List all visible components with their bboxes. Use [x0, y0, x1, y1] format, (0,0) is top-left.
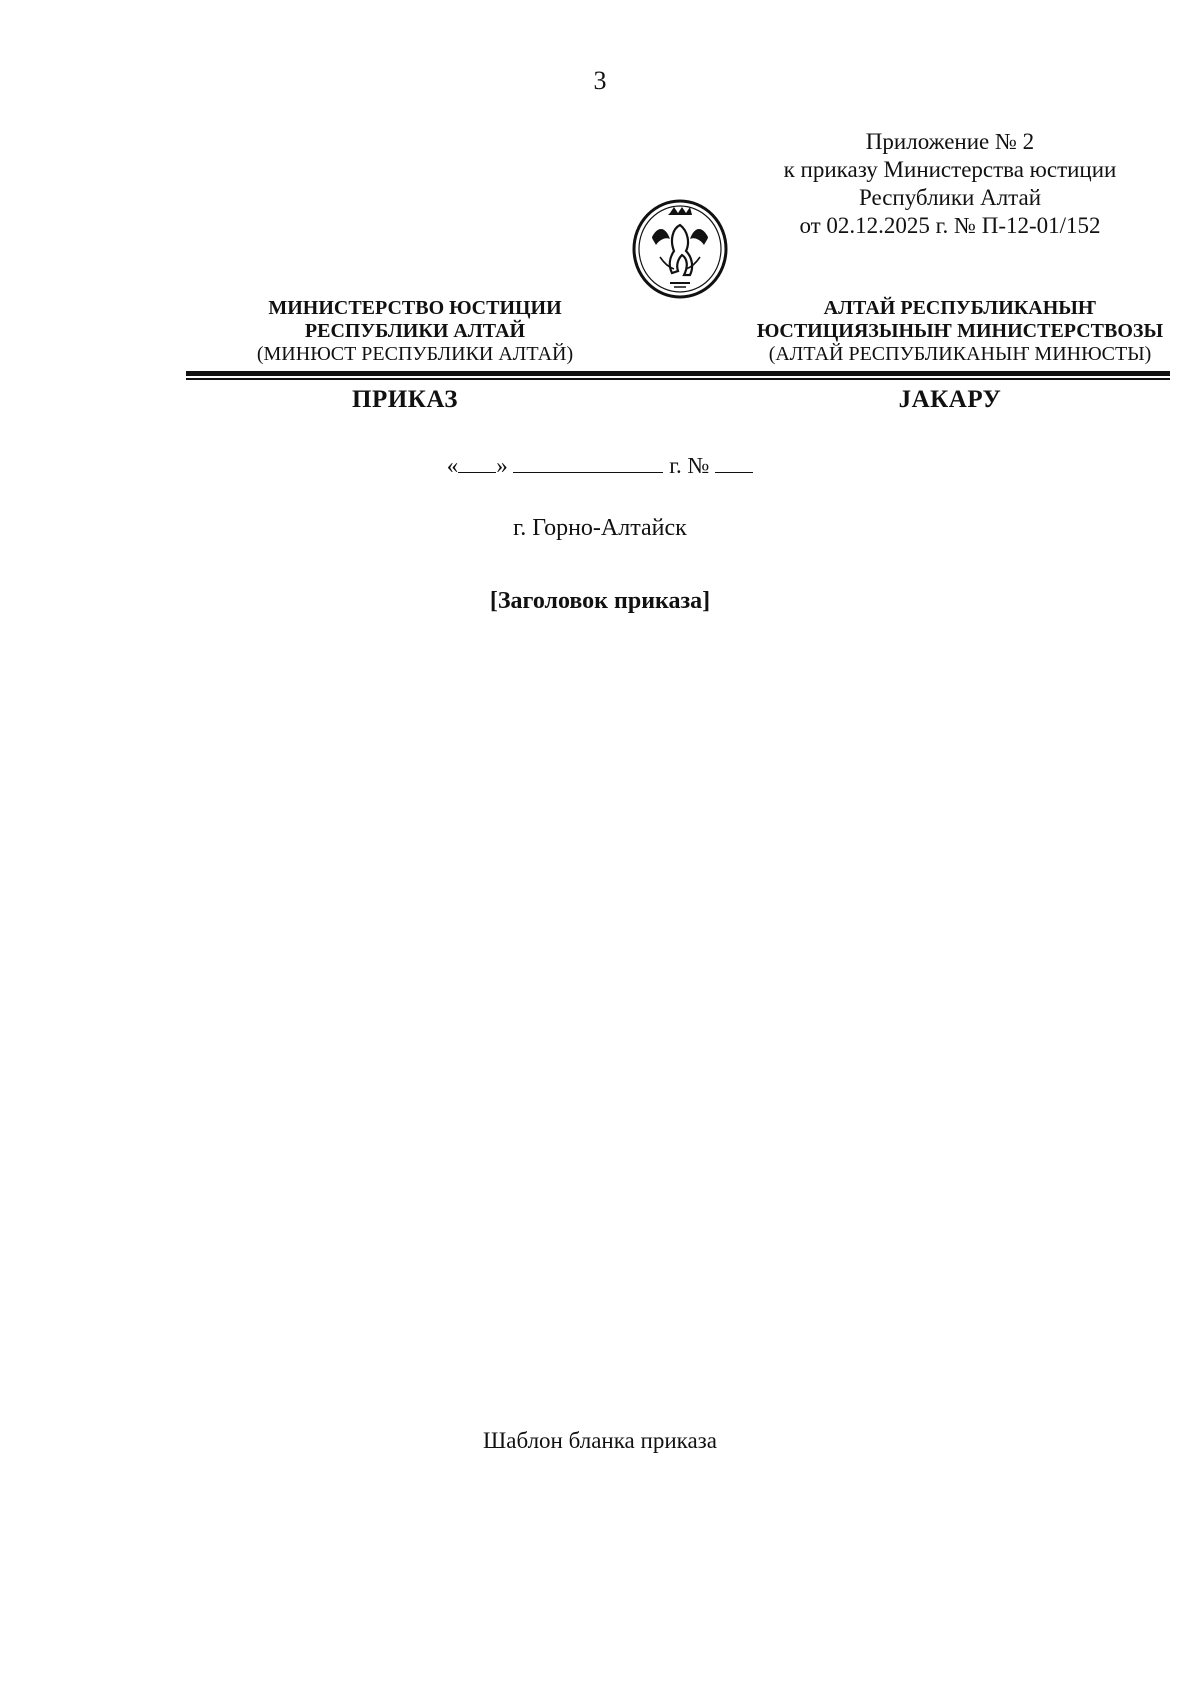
header-divider-thin [186, 378, 1170, 380]
city-line: г. Горно-Алтайск [513, 515, 687, 541]
coat-of-arms-emblem-icon [630, 197, 730, 301]
org-name-ru-line-2: РЕСПУБЛИКИ АЛТАЙ [304, 320, 526, 342]
appendix-line-2: к приказу Министерства юстиции [783, 157, 1117, 182]
appendix-line-1: Приложение № 2 [865, 129, 1035, 154]
header-divider-thick [186, 371, 1170, 376]
doc-type-altai: ЈАКАРУ [898, 386, 1002, 413]
doc-type-russian: ПРИКАЗ [352, 386, 458, 413]
org-header-russian [235, 297, 595, 366]
template-caption: Шаблон бланка приказа [483, 1428, 717, 1453]
open-quote: « [446, 453, 459, 478]
org-name-alt-line-1: АЛТАЙ РЕСПУБЛИКАНЫҤ [823, 297, 1097, 319]
appendix-line-4: от 02.12.2025 г. № П-12-01/152 [799, 213, 1101, 238]
day-blank [458, 452, 496, 473]
order-title-placeholder: [Заголовок приказа] [489, 588, 711, 614]
org-short-name-alt: (АЛТАЙ РЕСПУБЛИКАНЫҤ МИНЮСТЫ) [768, 343, 1152, 365]
number-blank [715, 452, 753, 473]
close-quote: » [496, 453, 508, 478]
org-header-altai [740, 297, 1180, 366]
date-number-line [0, 452, 1200, 479]
year-number-label: г. № [669, 453, 710, 478]
org-short-name-ru: (МИНЮСТ РЕСПУБЛИКИ АЛТАЙ) [256, 343, 574, 365]
appendix-line-3: Республики Алтай [858, 185, 1042, 210]
org-name-alt-line-2: ЮСТИЦИЯЗЫНЫҤ МИНИСТЕРСТВОЗЫ [756, 320, 1164, 342]
appendix-block [760, 128, 1140, 240]
page-number: 3 [593, 66, 607, 95]
org-name-ru-line-1: МИНИСТЕРСТВО ЮСТИЦИИ [268, 297, 562, 319]
month-blank [513, 452, 663, 473]
